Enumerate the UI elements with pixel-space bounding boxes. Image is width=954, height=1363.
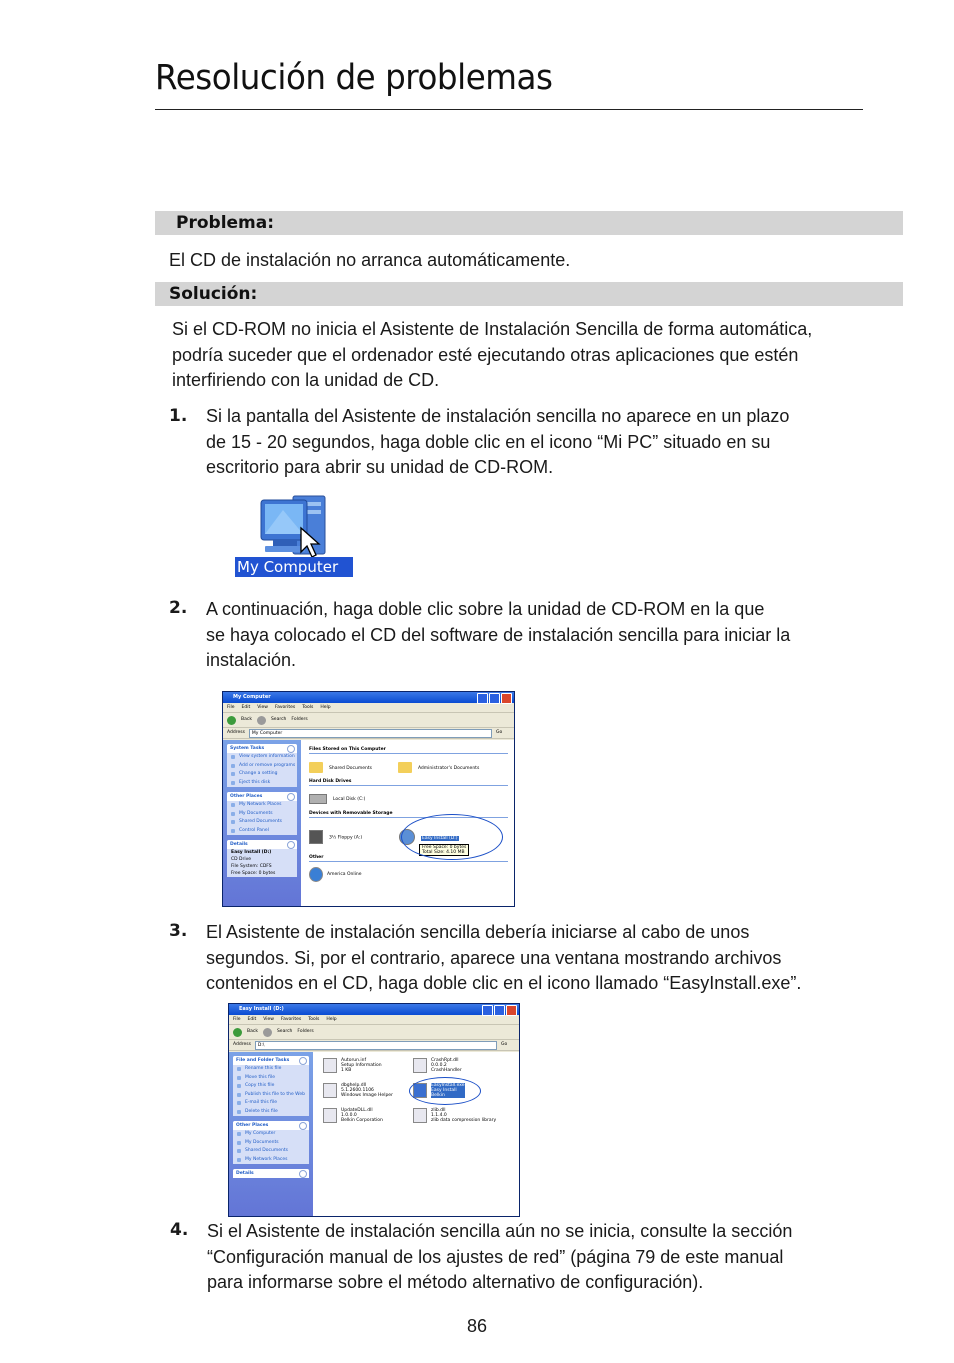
menu-tools[interactable]: Tools bbox=[302, 705, 314, 710]
file-name: Autorun.inf bbox=[341, 1058, 367, 1063]
admin-documents-item[interactable] bbox=[398, 762, 479, 773]
file-item[interactable] bbox=[413, 1108, 503, 1123]
file-meta: Setup Information bbox=[341, 1063, 382, 1068]
back-icon[interactable] bbox=[227, 716, 236, 725]
my-computer-window bbox=[222, 691, 515, 907]
file-meta: Windows Image Helper bbox=[341, 1093, 393, 1098]
address-bar bbox=[229, 1040, 519, 1051]
place-link[interactable]: Control Panel bbox=[227, 827, 297, 836]
page-title: Resolución de problemas bbox=[155, 58, 553, 98]
detail-line: File System: CDFS bbox=[231, 864, 272, 869]
address-label: Address bbox=[233, 1042, 251, 1047]
my-computer-label: My Computer bbox=[235, 557, 353, 577]
minimize-icon[interactable] bbox=[477, 693, 488, 704]
go-button[interactable]: Go bbox=[496, 730, 503, 735]
item-label: America Online bbox=[327, 871, 362, 877]
group-header: Other bbox=[309, 854, 508, 862]
tooltip-line: Free Space: 0 bytes bbox=[422, 845, 467, 850]
close-icon[interactable] bbox=[501, 693, 512, 704]
menu-edit[interactable]: Edit bbox=[241, 705, 251, 710]
address-input[interactable]: D:\ bbox=[255, 1041, 497, 1050]
file-view bbox=[317, 1052, 519, 1216]
folder-icon bbox=[398, 762, 412, 773]
window-titlebar[interactable] bbox=[229, 1004, 519, 1015]
address-label: Address bbox=[227, 730, 245, 735]
file-name: zlib.dll bbox=[431, 1108, 446, 1113]
solution-bar bbox=[155, 282, 903, 306]
step-line: Si el Asistente de instalación sencilla aún no se inicia, consulte la sección bbox=[207, 1221, 793, 1241]
file-tasks-panel bbox=[233, 1056, 309, 1116]
panel-header[interactable]: File and Folder Tasks bbox=[233, 1056, 309, 1065]
file-name: CrashRpt.dll bbox=[431, 1058, 459, 1063]
menu-help[interactable]: Help bbox=[326, 1017, 337, 1022]
solution-intro bbox=[172, 317, 812, 394]
panel-header[interactable]: Other Places bbox=[227, 792, 297, 801]
other-places-panel bbox=[233, 1121, 309, 1164]
step-line: segundos. Si, por el contrario, aparece una ventana mostrando archivos bbox=[206, 947, 782, 968]
item-label: Easy Install (D:) bbox=[422, 835, 458, 841]
step-line: escritorio para abrir su unidad de CD-ROM. bbox=[206, 457, 554, 477]
step-line: A continuación, haga doble clic sobre la unidad de CD-ROM en la que bbox=[206, 599, 765, 619]
solution-line: interfiriendo con la unidad de CD. bbox=[172, 370, 440, 390]
menu-file[interactable]: File bbox=[227, 705, 235, 710]
task-link[interactable]: Eject this disk bbox=[227, 779, 297, 788]
search-button[interactable]: Search bbox=[276, 1029, 293, 1034]
forward-icon[interactable] bbox=[257, 716, 266, 725]
solution-line: Si el CD-ROM no inicia el Asistente de Instalación Sencilla de forma automática, bbox=[172, 319, 813, 339]
other-item[interactable] bbox=[309, 866, 508, 882]
item-label: Shared Documents bbox=[329, 765, 372, 771]
floppy-icon bbox=[309, 830, 323, 844]
window-title: My Computer bbox=[233, 694, 271, 700]
solution-line: podría suceder que el ordenador esté ejecutando otras aplicaciones que estén bbox=[172, 344, 799, 365]
task-pane bbox=[223, 740, 301, 906]
menu-bar bbox=[223, 703, 514, 713]
solution-label: Solución: bbox=[169, 284, 258, 304]
detail-line: Easy Install (D:) bbox=[231, 850, 272, 855]
maximize-icon[interactable] bbox=[494, 1005, 505, 1016]
step-line: se haya colocado el CD del software de instalación sencilla para iniciar la bbox=[206, 624, 791, 645]
step-number: 2. bbox=[169, 598, 188, 618]
file-meta: 1.0.0.0 bbox=[341, 1113, 357, 1118]
place-link[interactable]: Shared Documents bbox=[227, 818, 297, 827]
task-link[interactable]: Change a setting bbox=[227, 770, 297, 779]
toolbar bbox=[223, 713, 514, 728]
task-link[interactable]: Delete this file bbox=[233, 1108, 309, 1117]
menu-bar bbox=[229, 1015, 519, 1025]
step-line: El Asistente de instalación sencilla debería iniciarse al cabo de unos bbox=[206, 922, 750, 942]
panel-header[interactable]: Details bbox=[233, 1169, 309, 1178]
search-button[interactable]: Search bbox=[270, 717, 287, 722]
step-number: 1. bbox=[169, 406, 188, 426]
group-header: Hard Disk Drives bbox=[309, 778, 508, 786]
easy-install-window bbox=[228, 1003, 520, 1217]
file-icon bbox=[323, 1058, 337, 1073]
place-link[interactable]: My Network Places bbox=[227, 801, 297, 810]
step-line: instalación. bbox=[206, 650, 297, 670]
file-item[interactable] bbox=[413, 1058, 503, 1073]
step-text bbox=[206, 404, 789, 481]
file-meta: zlib data compression library bbox=[431, 1118, 497, 1123]
file-meta: Belkin bbox=[431, 1093, 445, 1098]
details-panel bbox=[227, 840, 297, 877]
address-input[interactable]: My Computer bbox=[249, 729, 492, 738]
system-tasks-panel bbox=[227, 744, 297, 787]
file-meta: 1 KB bbox=[341, 1068, 352, 1073]
tooltip-line: Total Size: 4.10 MB bbox=[422, 850, 465, 855]
minimize-icon[interactable] bbox=[482, 1005, 493, 1016]
problem-text: El CD de instalación no arranca automáticamente. bbox=[169, 250, 571, 270]
page-number: 86 bbox=[466, 1316, 488, 1336]
forward-icon[interactable] bbox=[263, 1028, 272, 1037]
file-name: UpdateDLL.dll bbox=[341, 1108, 373, 1113]
step-text bbox=[206, 597, 790, 674]
go-button[interactable]: Go bbox=[501, 1042, 508, 1047]
step-line: para informarse sobre el método alternativo de configuración). bbox=[207, 1272, 704, 1292]
window-body bbox=[229, 1052, 519, 1216]
group-header: Devices with Removable Storage bbox=[309, 810, 508, 818]
place-link[interactable]: Shared Documents bbox=[233, 1147, 309, 1156]
file-view bbox=[303, 740, 514, 906]
task-link[interactable]: Copy this file bbox=[233, 1082, 309, 1091]
menu-edit[interactable]: Edit bbox=[247, 1017, 257, 1022]
close-icon[interactable] bbox=[506, 1005, 517, 1016]
details-panel bbox=[233, 1169, 309, 1178]
computer-icon bbox=[235, 490, 353, 560]
window-body bbox=[223, 740, 514, 906]
my-computer-icon[interactable] bbox=[235, 490, 353, 583]
file-item[interactable] bbox=[323, 1058, 413, 1073]
aol-icon bbox=[309, 867, 323, 882]
back-button[interactable]: Back bbox=[241, 717, 252, 722]
file-name: EasyInstall.exe bbox=[431, 1083, 465, 1088]
panel-header[interactable]: Details bbox=[227, 840, 297, 849]
folders-button[interactable]: Folders bbox=[291, 717, 308, 722]
menu-favorites[interactable]: Favorites bbox=[274, 705, 296, 710]
file-name: dbghelp.dll bbox=[341, 1083, 367, 1088]
file-item[interactable] bbox=[323, 1108, 413, 1123]
window-title: Easy Install (D:) bbox=[239, 1006, 284, 1012]
place-link[interactable]: My Network Places bbox=[233, 1156, 309, 1165]
local-disk-item[interactable] bbox=[309, 790, 508, 808]
place-link[interactable]: My Documents bbox=[227, 810, 297, 819]
task-pane bbox=[229, 1052, 313, 1216]
task-link[interactable]: Publish this file to the Web bbox=[233, 1091, 309, 1100]
file-icon bbox=[413, 1058, 427, 1073]
place-link[interactable]: My Documents bbox=[233, 1139, 309, 1148]
folder-icon bbox=[309, 762, 323, 773]
task-link[interactable]: E-mail this file bbox=[233, 1099, 309, 1108]
file-item[interactable] bbox=[323, 1083, 413, 1098]
task-link[interactable]: Add or remove programs bbox=[227, 762, 297, 771]
shared-documents-item[interactable] bbox=[309, 762, 372, 773]
address-bar bbox=[223, 728, 514, 739]
highlight-circle bbox=[401, 814, 503, 860]
group-header: Files Stored on This Computer bbox=[309, 746, 508, 754]
step-text bbox=[207, 1219, 792, 1296]
problem-bar bbox=[155, 211, 903, 235]
toolbar bbox=[229, 1025, 519, 1040]
problem-label: Problema: bbox=[176, 213, 275, 233]
file-meta: 1.1.4.0 bbox=[431, 1113, 447, 1118]
hard-disk-icon bbox=[309, 794, 327, 804]
detail-line: CD Drive bbox=[231, 857, 252, 862]
step-number: 3. bbox=[169, 921, 188, 941]
back-button[interactable]: Back bbox=[247, 1029, 258, 1034]
file-meta: Easy Install bbox=[431, 1088, 457, 1093]
title-divider bbox=[155, 109, 863, 110]
task-link[interactable]: Move this file bbox=[233, 1074, 309, 1083]
other-places-panel bbox=[227, 792, 297, 835]
panel-header[interactable]: System Tasks bbox=[227, 744, 297, 753]
step-line: Si la pantalla del Asistente de instalación sencilla no aparece en un plazo bbox=[206, 406, 790, 426]
menu-tools[interactable]: Tools bbox=[308, 1017, 320, 1022]
file-icon bbox=[323, 1108, 337, 1123]
place-link[interactable]: My Computer bbox=[233, 1130, 309, 1139]
floppy-item[interactable] bbox=[309, 830, 399, 844]
step-line: contenidos en el CD, haga doble clic en el icono llamado “EasyInstall.exe”. bbox=[206, 973, 802, 993]
menu-help[interactable]: Help bbox=[320, 705, 331, 710]
task-link[interactable]: View system information bbox=[227, 753, 297, 762]
menu-view[interactable]: View bbox=[257, 705, 268, 710]
highlight-circle bbox=[409, 1077, 481, 1105]
menu-view[interactable]: View bbox=[263, 1017, 274, 1022]
file-meta: 5.1.2600.1106 bbox=[341, 1088, 374, 1093]
file-meta: Belkin Corporation bbox=[341, 1118, 383, 1123]
file-meta: 0.0.0.2 bbox=[431, 1063, 447, 1068]
item-label: Administrator's Documents bbox=[417, 765, 480, 771]
step-number: 4. bbox=[170, 1220, 189, 1240]
file-meta: CrashHandler bbox=[431, 1068, 462, 1073]
step-line: de 15 - 20 segundos, haga doble clic en el icono “Mi PC” situado en su bbox=[206, 431, 771, 452]
detail-line: Free Space: 0 bytes bbox=[231, 871, 276, 876]
file-icon bbox=[323, 1083, 337, 1098]
folders-button[interactable]: Folders bbox=[297, 1029, 314, 1034]
panel-header[interactable]: Other Places bbox=[233, 1121, 309, 1130]
task-link[interactable]: Rename this file bbox=[233, 1065, 309, 1074]
item-label: 3½ Floppy (A:) bbox=[329, 835, 363, 841]
window-titlebar[interactable] bbox=[223, 692, 514, 703]
menu-favorites[interactable]: Favorites bbox=[280, 1017, 302, 1022]
menu-file[interactable]: File bbox=[233, 1017, 241, 1022]
back-icon[interactable] bbox=[233, 1028, 242, 1037]
step-line: “Configuración manual de los ajustes de red” (página 79 de este manual bbox=[207, 1246, 784, 1267]
file-icon bbox=[413, 1108, 427, 1123]
item-label: Local Disk (C:) bbox=[333, 796, 366, 802]
maximize-icon[interactable] bbox=[489, 693, 500, 704]
step-text bbox=[206, 920, 801, 997]
